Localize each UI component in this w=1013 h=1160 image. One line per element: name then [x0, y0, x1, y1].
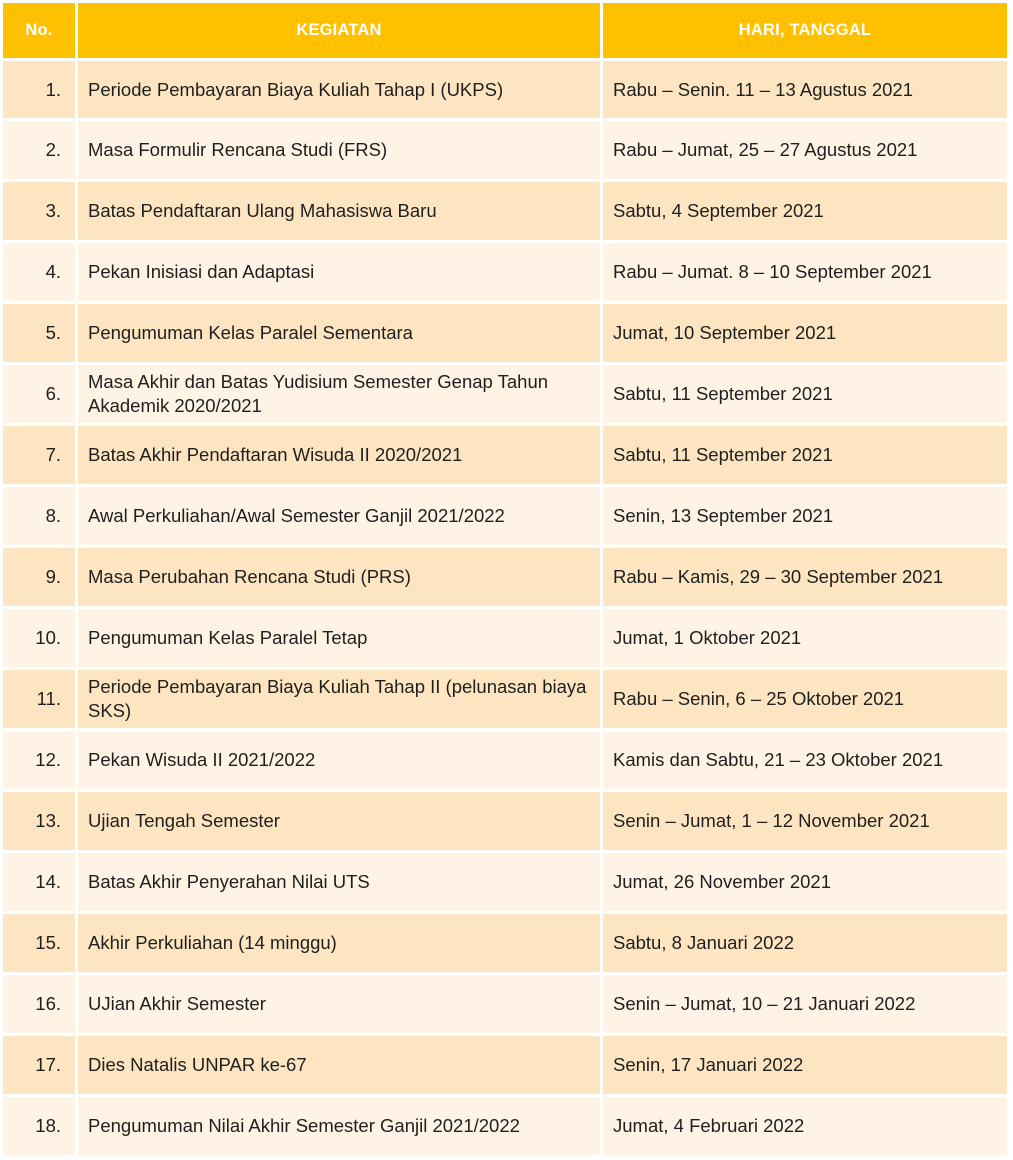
header-tanggal: HARI, TANGGAL	[603, 3, 1007, 58]
row-number: 11.	[3, 670, 75, 728]
table-row	[3, 365, 1007, 423]
table-row	[3, 975, 1007, 1033]
row-kegiatan: Pengumuman Kelas Paralel Tetap	[78, 609, 600, 667]
row-number: 12.	[3, 731, 75, 789]
row-kegiatan: Periode Pembayaran Biaya Kuliah Tahap I (UKPS)	[78, 61, 600, 118]
table-row	[3, 304, 1007, 362]
table-row	[3, 1036, 1007, 1094]
table-body	[3, 61, 1007, 1155]
row-kegiatan: Akhir Perkuliahan (14 minggu)	[78, 914, 600, 972]
row-kegiatan: Masa Perubahan Rencana Studi (PRS)	[78, 548, 600, 606]
row-kegiatan: Batas Pendaftaran Ulang Mahasiswa Baru	[78, 182, 600, 240]
table-row	[3, 792, 1007, 850]
table-row	[3, 670, 1007, 728]
row-number: 15.	[3, 914, 75, 972]
table-row	[3, 1097, 1007, 1155]
row-kegiatan: Dies Natalis UNPAR ke-67	[78, 1036, 600, 1094]
row-number: 8.	[3, 487, 75, 545]
row-tanggal: Jumat, 26 November 2021	[603, 853, 1007, 911]
header-kegiatan: KEGIATAN	[78, 3, 600, 58]
row-kegiatan: Pengumuman Kelas Paralel Sementara	[78, 304, 600, 362]
row-tanggal: Jumat, 1 Oktober 2021	[603, 609, 1007, 667]
row-kegiatan: Periode Pembayaran Biaya Kuliah Tahap II (pelunasan biaya SKS)	[78, 670, 600, 728]
row-number: 7.	[3, 426, 75, 484]
row-tanggal: Kamis dan Sabtu, 21 – 23 Oktober 2021	[603, 731, 1007, 789]
row-tanggal: Rabu – Jumat. 8 – 10 September 2021	[603, 243, 1007, 301]
table-row	[3, 853, 1007, 911]
table-row	[3, 914, 1007, 972]
header-row	[3, 3, 1007, 58]
row-tanggal: Rabu – Jumat, 25 – 27 Agustus 2021	[603, 121, 1007, 179]
row-tanggal: Rabu – Kamis, 29 – 30 September 2021	[603, 548, 1007, 606]
table-row	[3, 548, 1007, 606]
table-row	[3, 182, 1007, 240]
row-tanggal: Sabtu, 8 Januari 2022	[603, 914, 1007, 972]
row-kegiatan: Batas Akhir Pendaftaran Wisuda II 2020/2021	[78, 426, 600, 484]
row-tanggal: Jumat, 4 Februari 2022	[603, 1097, 1007, 1155]
row-tanggal: Sabtu, 4 September 2021	[603, 182, 1007, 240]
row-tanggal: Rabu – Senin. 11 – 13 Agustus 2021	[603, 61, 1007, 118]
table-header	[3, 3, 1007, 58]
row-kegiatan: Ujian Tengah Semester	[78, 792, 600, 850]
row-number: 4.	[3, 243, 75, 301]
row-tanggal: Sabtu, 11 September 2021	[603, 365, 1007, 423]
row-tanggal: Senin, 13 September 2021	[603, 487, 1007, 545]
row-kegiatan: Masa Akhir dan Batas Yudisium Semester Genap Tahun Akademik 2020/2021	[78, 365, 600, 423]
row-tanggal: Senin, 17 Januari 2022	[603, 1036, 1007, 1094]
row-number: 2.	[3, 121, 75, 179]
row-number: 1.	[3, 61, 75, 118]
row-number: 3.	[3, 182, 75, 240]
row-number: 17.	[3, 1036, 75, 1094]
row-kegiatan: Batas Akhir Penyerahan Nilai UTS	[78, 853, 600, 911]
table-row	[3, 121, 1007, 179]
table-row	[3, 487, 1007, 545]
row-number: 6.	[3, 365, 75, 423]
row-number: 5.	[3, 304, 75, 362]
row-number: 14.	[3, 853, 75, 911]
row-kegiatan: Masa Formulir Rencana Studi (FRS)	[78, 121, 600, 179]
table-row	[3, 243, 1007, 301]
row-number: 18.	[3, 1097, 75, 1155]
row-tanggal: Senin – Jumat, 1 – 12 November 2021	[603, 792, 1007, 850]
row-number: 13.	[3, 792, 75, 850]
row-kegiatan: Pekan Inisiasi dan Adaptasi	[78, 243, 600, 301]
table-row	[3, 426, 1007, 484]
row-kegiatan: Awal Perkuliahan/Awal Semester Ganjil 2021/2022	[78, 487, 600, 545]
row-tanggal: Jumat, 10 September 2021	[603, 304, 1007, 362]
header-no: No.	[3, 3, 75, 58]
row-kegiatan: Pengumuman Nilai Akhir Semester Ganjil 2021/2022	[78, 1097, 600, 1155]
table-row	[3, 731, 1007, 789]
row-tanggal: Senin – Jumat, 10 – 21 Januari 2022	[603, 975, 1007, 1033]
table-row	[3, 609, 1007, 667]
row-kegiatan: Pekan Wisuda II 2021/2022	[78, 731, 600, 789]
table-row	[3, 61, 1007, 118]
row-number: 16.	[3, 975, 75, 1033]
row-kegiatan: UJian Akhir Semester	[78, 975, 600, 1033]
row-number: 10.	[3, 609, 75, 667]
row-tanggal: Sabtu, 11 September 2021	[603, 426, 1007, 484]
row-number: 9.	[3, 548, 75, 606]
row-tanggal: Rabu – Senin, 6 – 25 Oktober 2021	[603, 670, 1007, 728]
